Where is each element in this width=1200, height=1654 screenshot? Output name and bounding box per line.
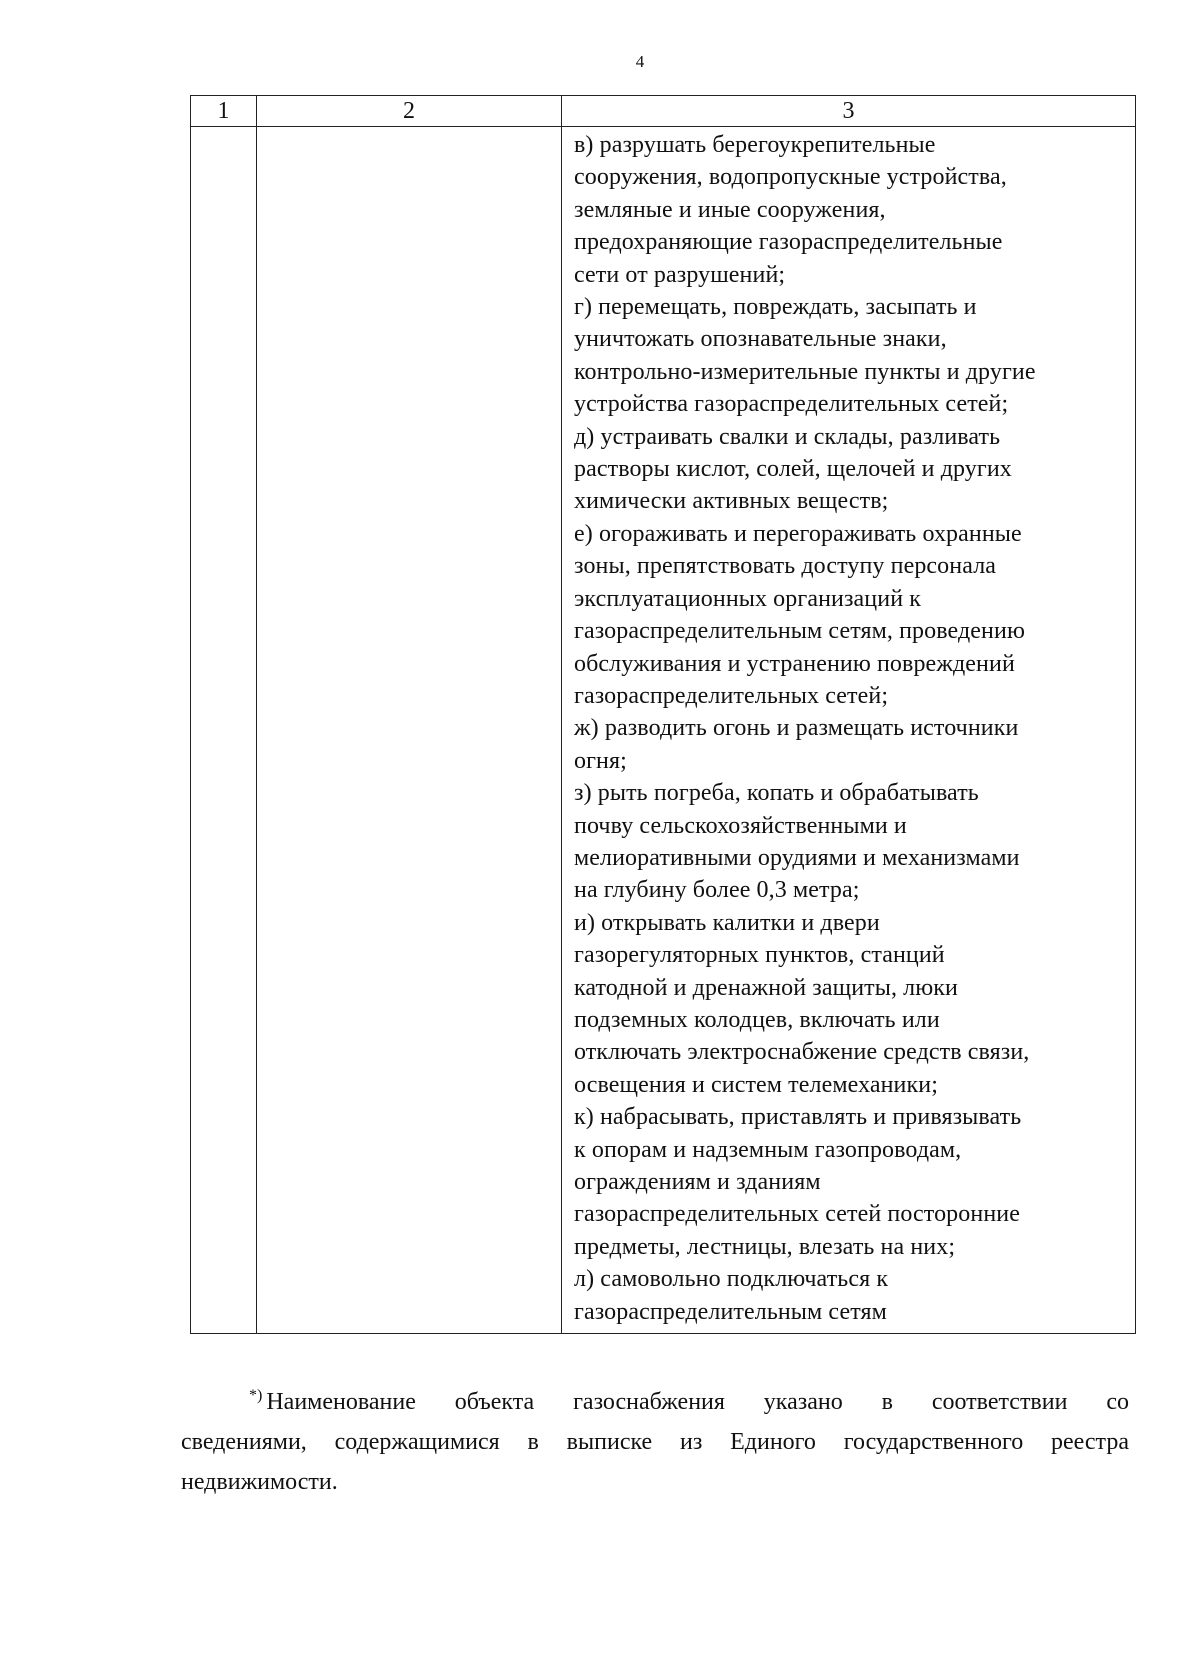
table-cell-col-3: [562, 127, 1136, 1334]
text-line: газораспределительных сетей посторонние: [574, 1201, 1020, 1228]
column-header-3: 3: [562, 96, 1136, 127]
footnote-text-line: сведениями, содержащимися в выписке из Единого государственного реестра: [181, 1429, 1129, 1455]
text-line: л) самовольно подключаться к: [574, 1266, 889, 1293]
footnote-text-line: недвижимости.: [181, 1469, 338, 1495]
text-line: на глубину более 0,3 метра;: [574, 877, 860, 904]
column-header-2: 2: [257, 96, 562, 127]
text-line: д) устраивать свалки и склады, разливать: [574, 423, 1001, 450]
text-line: уничтожать опознавательные знаки,: [574, 326, 947, 353]
text-line: катодной и дренажной защиты, люки: [574, 974, 958, 1001]
table-header-row: [191, 96, 1136, 127]
text-line: контрольно-измерительные пункты и другие: [574, 358, 1036, 385]
text-line: зоны, препятствовать доступу персонала: [574, 553, 997, 580]
text-line: мелиоративными орудиями и механизмами: [574, 844, 1020, 871]
text-line: и) открывать калитки и двери: [574, 909, 880, 936]
text-line: освещения и систем телемеханики;: [574, 1071, 938, 1098]
footnote-first-line: [181, 1376, 1129, 1422]
text-line: газораспределительным сетям: [574, 1298, 887, 1325]
text-line: почву сельскохозяйственными и: [574, 812, 907, 839]
text-line: растворы кислот, солей, щелочей и других: [574, 456, 1012, 483]
text-line: ограждениям и зданиям: [574, 1169, 821, 1195]
text-line: г) перемещать, повреждать, засыпать и: [574, 294, 977, 321]
page-number: 4: [635, 52, 645, 71]
text-line: предохраняющие газораспределительные: [574, 229, 1003, 256]
text-line: е) огораживать и перегораживать охранные: [574, 520, 1022, 547]
column-header-1: 1: [191, 96, 257, 127]
text-line: к) набрасывать, приставлять и привязывать: [574, 1104, 1022, 1131]
footnote-text-line: Наименование объекта газоснабжения указано в соответствии со: [266, 1389, 1129, 1415]
text-line: отключать электроснабжение средств связи,: [574, 1039, 1030, 1066]
text-line: устройства газораспределительных сетей;: [574, 391, 1009, 418]
table-cell-col-1: [191, 127, 257, 1334]
text-line: в) разрушать берегоукрепительные: [574, 132, 936, 158]
document-table: [190, 95, 1136, 1334]
text-line: предметы, лестницы, влезать на них;: [574, 1233, 956, 1260]
text-line: сети от разрушений;: [574, 261, 786, 288]
text-line: подземных колодцев, включать или: [574, 1006, 940, 1033]
text-line: ж) разводить огонь и размещать источники: [574, 715, 1019, 742]
footnote-mark: *): [249, 1387, 263, 1404]
text-line: обслуживания и устранению повреждений: [574, 650, 1015, 677]
text-line: к опорам и надземным газопроводам,: [574, 1136, 962, 1163]
text-line: газорегуляторных пунктов, станций: [574, 942, 945, 969]
text-line: химически активных веществ;: [574, 488, 889, 515]
text-line: огня;: [574, 747, 627, 774]
text-line: сооружения, водопропускные устройства,: [574, 164, 1007, 191]
text-line: газораспределительным сетям, проведению: [574, 618, 1025, 645]
text-line: эксплуатационных организаций к: [574, 585, 921, 612]
table-row: [191, 127, 1136, 1334]
footnote: [181, 1376, 1129, 1502]
table-cell-col-2: [257, 127, 562, 1334]
text-line: земляные и иные сооружения,: [574, 196, 886, 223]
text-line: газораспределительных сетей;: [574, 682, 889, 709]
text-line: з) рыть погреба, копать и обрабатывать: [574, 780, 979, 807]
